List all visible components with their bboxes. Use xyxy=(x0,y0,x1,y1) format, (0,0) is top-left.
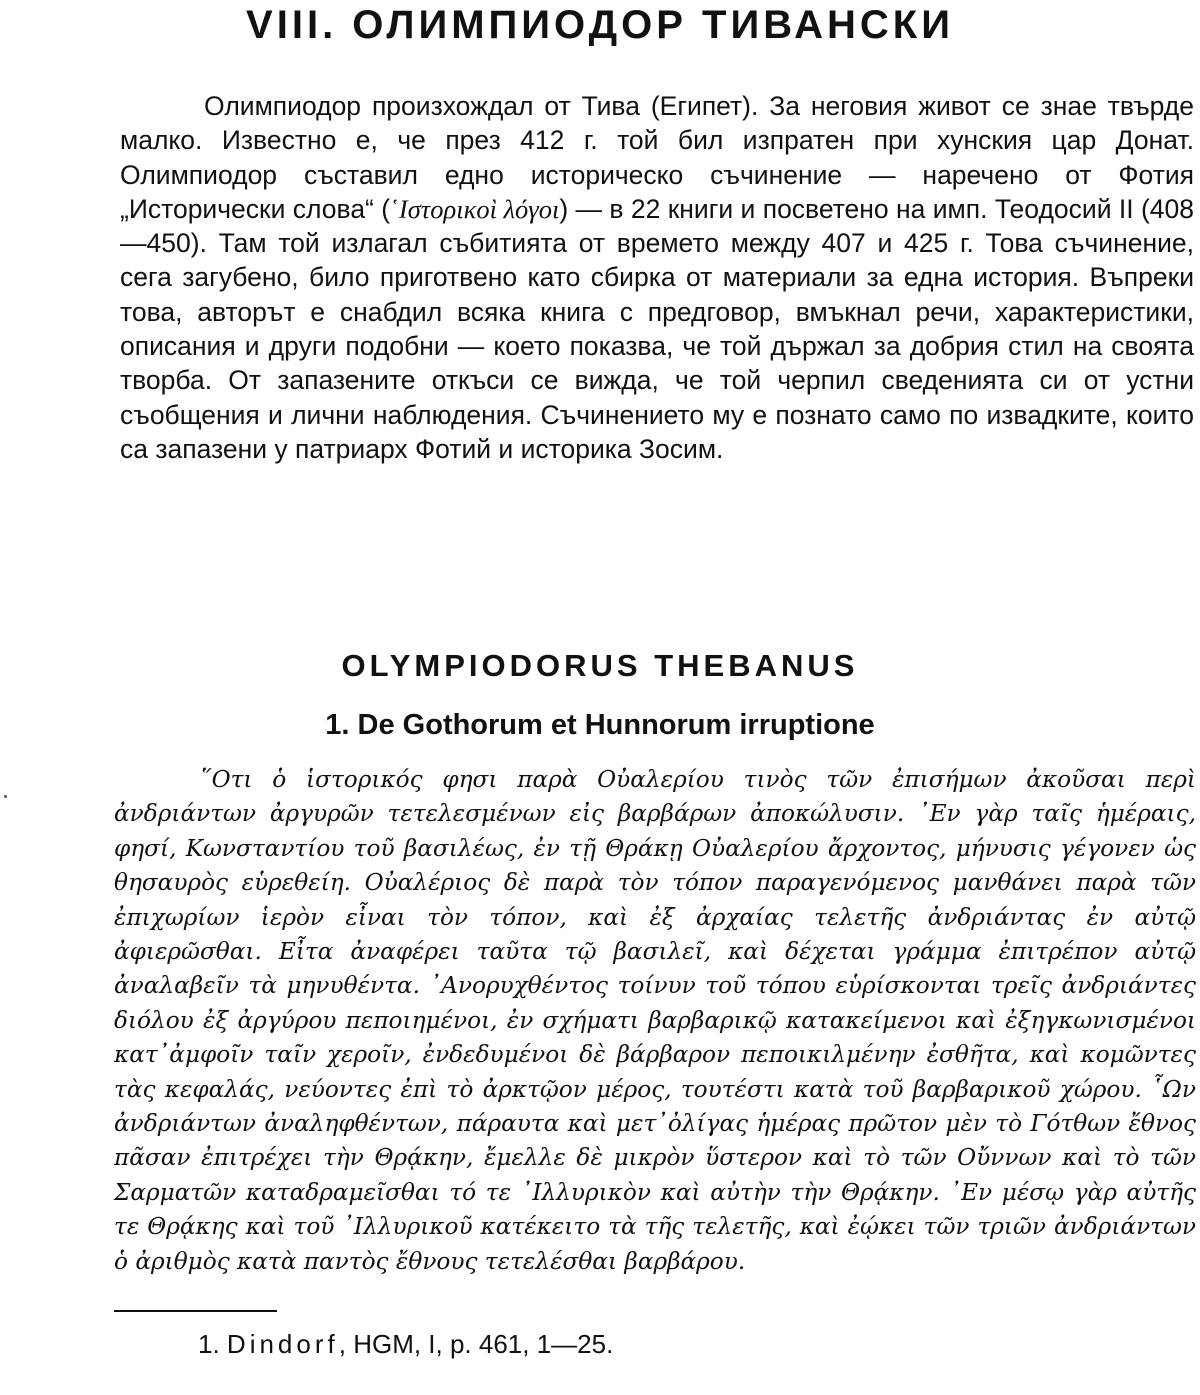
chapter-title: VIII. ОЛИМПИОДОР ТИВАНСКИ xyxy=(246,3,954,47)
footnote-author: Dindorf xyxy=(226,1329,339,1359)
scan-speck xyxy=(4,795,7,798)
source-section-title: OLYMPIODORUS THEBANUS xyxy=(341,648,859,683)
footnote-reference: , HGM, I, p. 461, 1—25. xyxy=(338,1329,614,1359)
introduction-text-end: ) — в 22 книги и посветено на имп. Теодосий II (408—450). Там той излагал събитията от времето между 407 и 425 г. Това съчинение, сега загубено, било приготвено като сбирка от материали за една история. Въпреки това, авторът е снабдил всяка книга с предговор, вмъкнал речи, характеристики, описания и други подобни — което показва, че той държал за добрия стил на своята творба. От запазените откъси се вижда, че той черпил сведенията си от устни съобщения и лични наблюдения. Съчинението му е познато само по извадките, които са запазени у патриарх Фотий и историка Зосим. xyxy=(120,193,1194,464)
greek-source-text: ῞Οτι ὁ ἱστορικός φησι παρὰ Οὐαλερίου τινὸς τῶν ἐπισήμων ἀκοῦσαι περὶ ἀνδριάντων ἀργυρῶν τετελεσμένων εἰς βαρβάρων ἀποκώλυσιν. ᾿Εν γὰρ ταῖς ἡμέραις, φησί, Κωνσταντίου τοῦ βασιλέως, ἐν τῇ Θράκῃ Οὐαλερίου ἄρχοντος, μήνυσις γέγονεν ὡς θησαυρὸς εὑρεθείη. Οὐαλέριος δὲ παρὰ τὸν τόπον παραγενόμενος μανθάνει παρὰ τῶν ἐπιχωρίων ἱερὸν εἶναι τὸν τόπον, καὶ ἐξ ἀρχαίας τελετῆς ἀνδριάντας ἐν αὐτῷ ἀφιερῶσθαι. Εἶτα ἀναφέρει ταῦτα τῷ βασιλεῖ, καὶ δέχεται γράμμα ἐπιτρέπον αὐτῷ ἀναλαβεῖν τὰ μηνυθέντα. ᾿Ανορυχθέντος τοίνυν τοῦ τόπου εὑρίσκονται τρεῖς ἀνδριάντες διόλου ἐξ ἀργύρου πεποιημένοι, ἐν σχήματι βαρβαρικῷ κατακείμενοι καὶ ἐξηγκωνισμένοι κατ᾿ἀμφοῖν ταῖν χεροῖν, ἐνδεδυμένοι δὲ βάρβαρον πεποικιλμένην ἐσθῆτα, καὶ κομῶντες τὰς κεφαλάς, νεύοντες ἐπὶ τὸ ἀρκτῷον μέρος, τουτέστι κατὰ τοῦ βαρβαρικοῦ χώρου. ῟Ων ἀνδριάντων ἀναληφθέντων, πάραυτα καὶ μετ᾿ὀλίγας ἡμέρας πρῶτον μὲν τὸ Γότθων ἔθνος πᾶσαν ἐπιτρέχει τὴν Θρᾴκην, ἔμελλε δὲ μικρὸν ὕστερον καὶ τὸ τῶν Οὔννων καὶ τὸ τῶν Σαρματῶν καταδραμεῖσθαι τό τε ᾿Ιλλυρικὸν καὶ αὐτὴν τὴν Θρᾴκην. ᾿Εν μέσῳ γὰρ αὐτῆς τε Θρᾴκης καὶ τοῦ ᾿Ιλλυρικοῦ κατέκειτο τὰ τῆς τελετῆς, καὶ ἐῴκει τῶν τριῶν ἀνδριάντων ὁ ἀριθμὸς κατὰ παντὸς ἔθνους τετελέσθαι βαρβάρου. xyxy=(114,766,1196,1275)
footnote-divider xyxy=(114,1310,277,1312)
introduction-text-start: Олимпиодор произхождал от Тива (Египет). За неговия живот се знае твърде малко. Известно е, че през 412 г. той бил изпратен при хунския цар Донат. Олимпиодор съставил едно историческо съчинение — наречено от Фотия „Исторически слова“ ( xyxy=(120,91,1194,224)
greek-book-title: ῾Ιστορικοὶ λόγοι xyxy=(390,193,560,224)
fragment-title: 1. De Gothorum et Hunnorum irruptione xyxy=(325,709,875,741)
footnote xyxy=(198,1327,613,1361)
footnote-number: 1. xyxy=(198,1329,220,1359)
introduction-paragraph xyxy=(120,89,1194,466)
